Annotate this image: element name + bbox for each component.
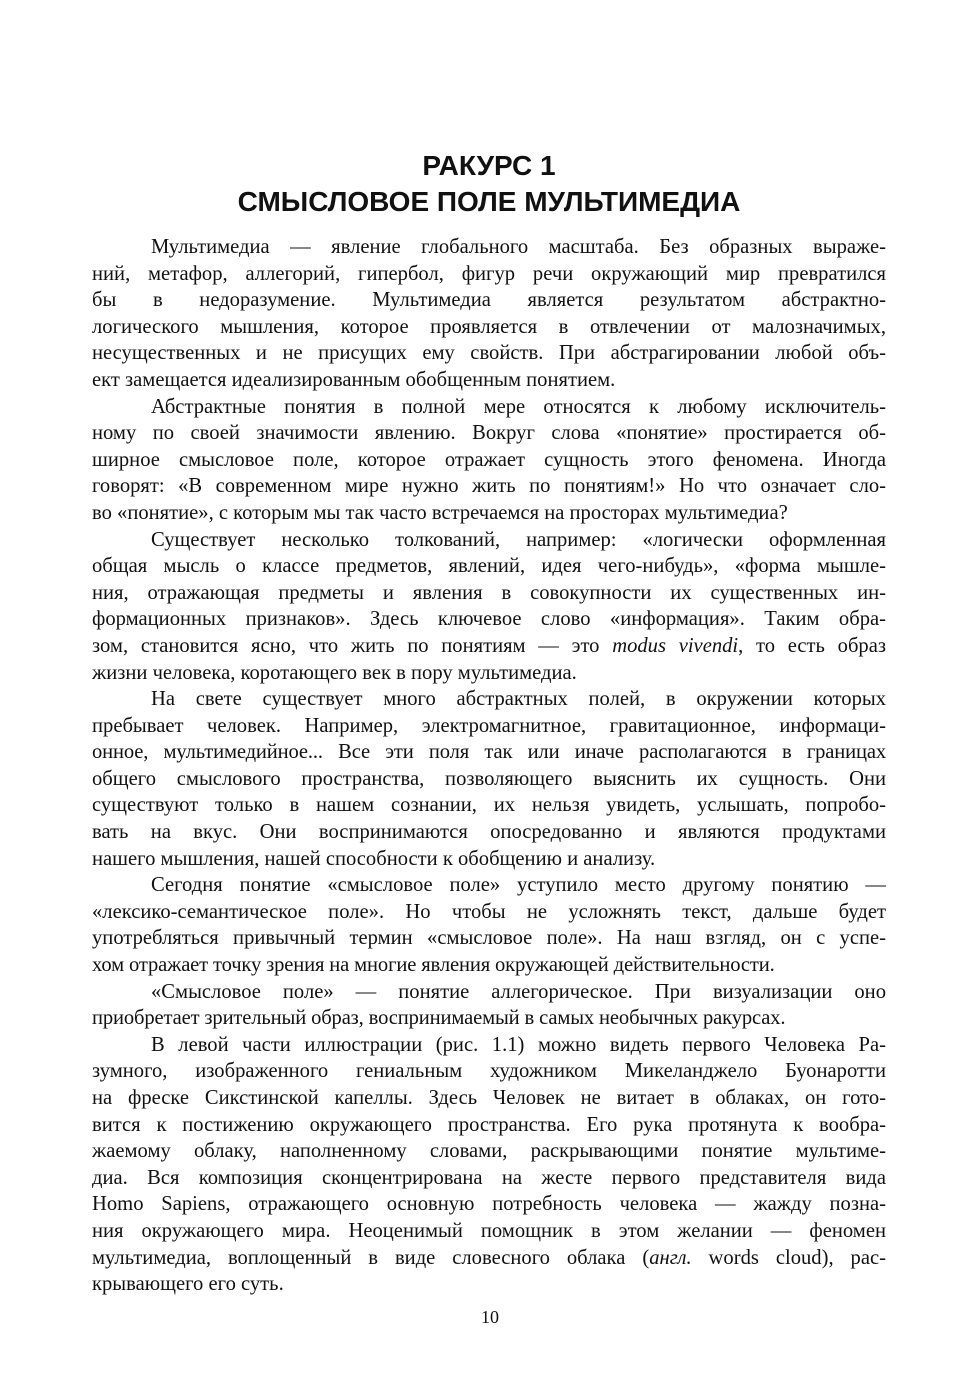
paragraph <box>92 527 886 687</box>
text-line: На свете существует много абстрактных полей, в окружении которых <box>151 688 886 711</box>
document-page <box>92 148 886 1298</box>
text-line: бы в недоразумение. Мультимедиа является результатом абстрактно- <box>92 289 886 312</box>
text-line: ний, метафор, аллегорий, гипербол, фигур речи окружающий мир превратился <box>92 262 886 285</box>
text-line: Абстрактные понятия в полной мере относятся к любому исключитель- <box>151 395 886 418</box>
text-line: существуют только в нашем сознании, их нельзя увидеть, услышать, попробо- <box>92 794 886 817</box>
text-line: «Смысловое поле» — понятие аллегорическое. При визуализации оно <box>151 980 886 1003</box>
text-line: несущественных и не присущих ему свойств. При абстрагировании любой объ- <box>92 342 886 365</box>
text-line: крывающего его суть. <box>92 1273 284 1296</box>
text-line: нашего мышления, нашей способности к обобщению и анализу. <box>92 847 656 870</box>
text-line-mixed <box>92 633 886 660</box>
page-number: 10 <box>481 1307 499 1327</box>
paragraph <box>92 1032 886 1298</box>
text-fragment: зом, становится ясно, что жить по понятиям — это <box>92 634 613 657</box>
text-line: употребляться привычный термин «смысловое поле». На наш взгляд, он с успе- <box>92 927 886 950</box>
text-line: формационных признаков». Здесь ключевое слово «информация». Таким обра- <box>92 608 886 631</box>
paragraph <box>92 979 886 1032</box>
text-line: вать на вкус. Они воспринимаются опосредованно и являются продуктами <box>92 821 886 844</box>
text-line: Сегодня понятие «смысловое поле» уступило место другому понятию — <box>151 874 886 897</box>
latin-term: modus vivendi <box>612 634 739 657</box>
paragraph <box>92 234 886 394</box>
text-line: зумного, изображенного гениальным художником Микеланджело Буонаротти <box>92 1060 886 1083</box>
body-text <box>92 234 886 1298</box>
text-fragment: words cloud), рас- <box>691 1246 886 1269</box>
text-fragment: , то есть образ <box>738 634 887 657</box>
text-line: «лексико-семантическое поле». Но чтобы не усложнять текст, дальше будет <box>92 900 886 923</box>
paragraph <box>92 686 886 872</box>
text-line: пребывает человек. Например, электромагнитное, гравитационное, информаци- <box>92 714 886 737</box>
text-line: жизни человека, коротающего век в пору мультимедиа. <box>92 661 577 684</box>
text-line: говорят: «В современном мире нужно жить по понятиям!» Но что означает сло- <box>92 475 886 498</box>
text-line: Мультимедиа — явление глобального масштаба. Без образных выраже- <box>151 236 886 258</box>
text-line: хом отражает точку зрения на многие явления окружающей действительности. <box>92 954 775 977</box>
text-line: во «понятие», с которым мы так часто встречаемся на просторах мультимедиа? <box>92 501 788 524</box>
text-line: приобретает зрительный образ, воспринимаемый в самых необычных ракурсах. <box>92 1007 786 1030</box>
text-line: вится к постижению окружающего пространства. Его рука протянута к вообра- <box>92 1113 886 1136</box>
text-line: ния, отражающая предметы и явления в совокупности их существенных ин- <box>92 581 886 604</box>
text-line: общего смыслового пространства, позволяющего выяснить их сущность. Они <box>92 767 886 790</box>
text-fragment: мультимедиа, воплощенный в виде словесного облака ( <box>92 1246 650 1269</box>
text-line: логического мышления, которое проявляется в отвлечении от малозначимых, <box>92 315 886 338</box>
text-line: ект замещается идеализированным обобщенным понятием. <box>92 368 616 391</box>
chapter-title-line-1: РАКУРС 1 <box>422 150 556 181</box>
paragraph <box>92 872 886 978</box>
text-line: онное, мультимедийное... Все эти поля так или иначе располагаются в границах <box>92 741 886 764</box>
text-line: жаемому облаку, наполненному словами, раскрывающими понятие мультиме- <box>92 1140 886 1163</box>
text-line: ширное смысловое поле, которое отражает сущность этого феномена. Иногда <box>92 448 886 471</box>
text-line: Homo Sapiens, отражающего основную потребность человека — жажду позна- <box>92 1193 886 1216</box>
abbreviation-italic: англ. <box>649 1246 692 1269</box>
text-line: общая мысль о классе предметов, явлений, идея чего-нибудь», «форма мышле- <box>92 555 886 578</box>
text-line: диа. Вся композиция сконцентрирована на жесте первого представителя вида <box>92 1166 886 1189</box>
paragraph <box>92 394 886 527</box>
text-line: В левой части иллюстрации (рис. 1.1) можно видеть первого Человека Ра- <box>151 1033 886 1056</box>
text-line: на фреске Сикстинской капеллы. Здесь Человек не витает в облаках, он гото- <box>92 1087 886 1109</box>
chapter-title-line-2: СМЫСЛОВОЕ ПОЛЕ МУЛЬТИМЕДИА <box>237 186 741 217</box>
chapter-title <box>92 148 886 220</box>
text-line: ному по своей значимости явлению. Вокруг слова «понятие» простирается об- <box>92 422 886 445</box>
text-line-mixed <box>92 1245 886 1272</box>
text-line: ния окружающего мира. Неоценимый помощник в этом желании — феномен <box>92 1219 886 1242</box>
text-line: Существует несколько толкований, например: «логически оформленная <box>151 528 886 551</box>
